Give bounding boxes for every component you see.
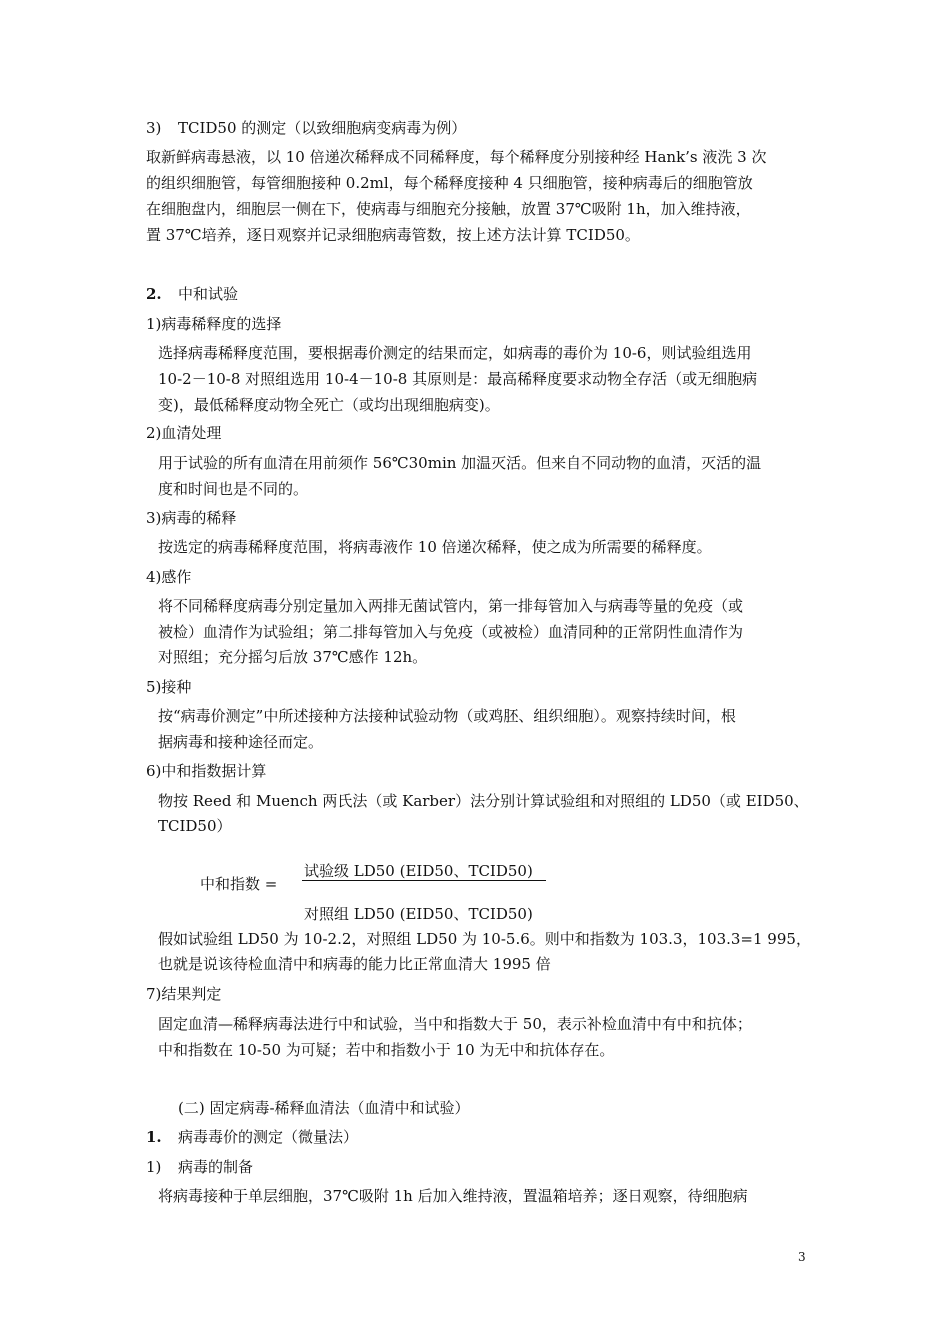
paragraph-line: 据病毒和接种途径而定。 <box>158 733 324 751</box>
paragraph-line: 置 37℃培养，逐日观察并记录细胞病毒管数，按上述方法计算 TCID50。 <box>146 226 640 244</box>
paragraph-line: 对照组；充分摇匀后放 37℃感作 12h。 <box>158 648 428 666</box>
paragraph-line: 物按 Reed 和 Muench 两氏法（或 Karber）法分别计算试验组和对照组的 LD50（或 EID50、 <box>158 792 809 810</box>
paragraph-line: 也就是说该待检血清中和病毒的能力比正常血清大 1995 倍 <box>158 955 551 973</box>
section-heading: 中和试验 <box>178 285 239 303</box>
paragraph-line: 中和指数在 10-50 为可疑；若中和指数小于 10 为无中和抗体存在。 <box>158 1041 615 1059</box>
paragraph-line: 选择病毒稀释度范围，要根据毒价测定的结果而定，如病毒的毒价为 10-6，则试验组选用 <box>158 344 752 362</box>
subsection-number: 1) <box>146 1158 162 1176</box>
subsection-title: 1)病毒稀释度的选择 <box>146 315 282 333</box>
paragraph-line: 度和时间也是不同的。 <box>158 480 309 498</box>
paragraph-line: 按“病毒价测定”中所述接种方法接种试验动物（或鸡胚、组织细胞）。观察持续时间，根 <box>158 707 736 725</box>
paragraph-line: 将病毒接种于单层细胞，37℃吸附 1h 后加入维持液，置温箱培养；逐日观察，待细胞病 <box>158 1187 748 1205</box>
fraction-line <box>302 880 546 881</box>
subsection-title: 6)中和指数据计算 <box>146 762 267 780</box>
item-title: TCID50 的测定（以致细胞病变病毒为例） <box>178 119 467 137</box>
paragraph-line: 10-2－10-8 对照组选用 10-4－10-8 其原则是：最高稀释度要求动物全存活（或无细胞病 <box>158 370 758 388</box>
subsection-title: 5)接种 <box>146 678 192 696</box>
section-heading: (二) 固定病毒-稀释血清法（血清中和试验） <box>178 1099 470 1117</box>
paragraph-line: 将不同稀释度病毒分别定量加入两排无菌试管内，第一排每管加入与病毒等量的免疫（或 <box>158 597 744 615</box>
section-number: 1. <box>146 1128 162 1146</box>
paragraph-line: 在细胞盘内，细胞层一侧在下，使病毒与细胞充分接触，放置 37℃吸附 1h，加入维持液， <box>146 200 751 218</box>
paragraph-line: 变)，最低稀释度动物全死亡（或均出现细胞病变)。 <box>158 396 500 414</box>
section-heading: 病毒毒价的测定（微量法） <box>178 1128 359 1146</box>
subsection-title: 4)感作 <box>146 568 192 586</box>
formula-label: 中和指数 = <box>200 875 278 893</box>
section-number: 2. <box>146 285 162 303</box>
subsection-title: 7)结果判定 <box>146 985 222 1003</box>
page-number: 3 <box>798 1250 806 1264</box>
paragraph-line: 固定血清—稀释病毒法进行中和试验，当中和指数大于 50，表示补检血清中有中和抗体； <box>158 1015 752 1033</box>
subsection-title: 病毒的制备 <box>178 1158 254 1176</box>
paragraph-line: TCID50） <box>158 817 232 835</box>
paragraph-line: 的组织细胞管，每管细胞接种 0.2ml，每个稀释度接种 4 只细胞管，接种病毒后的细胞管放 <box>146 174 753 192</box>
formula-denominator: 对照组 LD50 (EID50、TCID50) <box>304 905 533 923</box>
item-number: 3) <box>146 119 162 137</box>
formula-numerator: 试验级 LD50 (EID50、TCID50) <box>304 862 533 880</box>
paragraph-line: 按选定的病毒稀释度范围，将病毒液作 10 倍递次稀释，使之成为所需要的稀释度。 <box>158 538 712 556</box>
paragraph-line: 被检）血清作为试验组；第二排每管加入与免疫（或被检）血清同种的正常阴性血清作为 <box>158 623 744 641</box>
subsection-title: 2)血清处理 <box>146 424 222 442</box>
subsection-title: 3)病毒的稀释 <box>146 509 237 527</box>
paragraph-line: 取新鲜病毒悬液，以 10 倍递次稀释成不同稀释度，每个稀释度分别接种经 Hank’s 液洗 3 次 <box>146 148 767 166</box>
paragraph-line: 用于试验的所有血清在用前须作 56℃30min 加温灭活。但来自不同动物的血清，灭活的温 <box>158 454 762 472</box>
paragraph-line: 假如试验组 LD50 为 10-2.2，对照组 LD50 为 10-5.6。则中和指数为 103.3，103.3=1 995， <box>158 930 811 948</box>
